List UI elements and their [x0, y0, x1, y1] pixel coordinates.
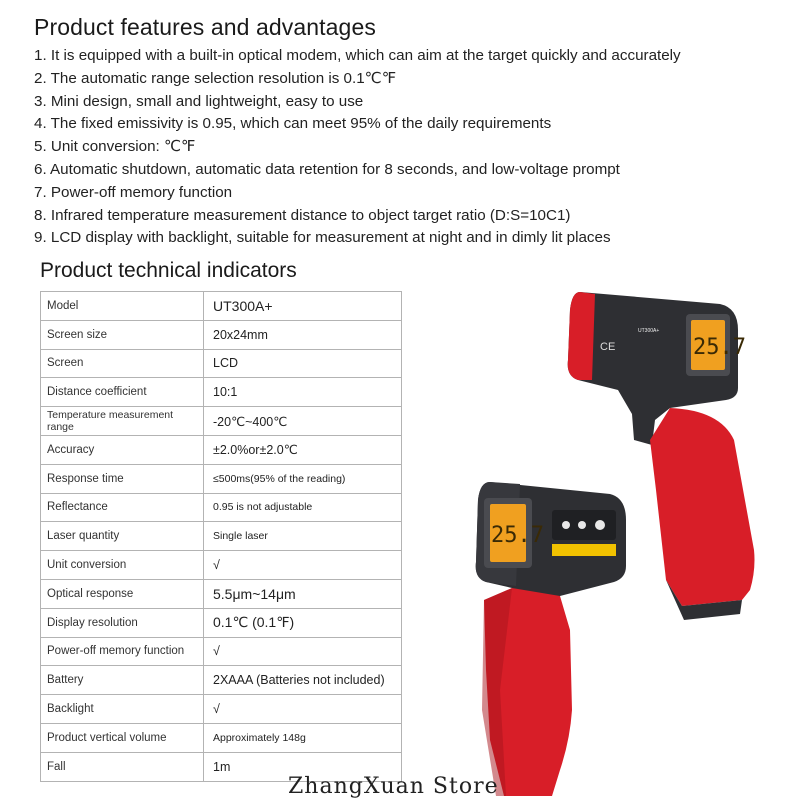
ce-mark: CE [600, 341, 616, 353]
spec-table [40, 291, 402, 782]
table-row [41, 695, 402, 724]
spec-value: √ [204, 637, 402, 666]
back-model-badge: UT300A+ [638, 328, 660, 334]
table-row [41, 522, 402, 551]
spec-label: Laser quantity [41, 522, 204, 551]
spec-label: Accuracy [41, 435, 204, 464]
table-row [41, 608, 402, 637]
spec-value: 1m [204, 752, 402, 781]
spec-label: Distance coefficient [41, 378, 204, 407]
spec-value: √ [204, 551, 402, 580]
features-list [34, 45, 794, 250]
spec-label: Temperature measurement range [41, 407, 204, 436]
feature-item: 7. Power-off memory function [34, 183, 233, 201]
spec-value: ±2.0%or±2.0℃ [204, 435, 402, 464]
spec-value: LCD [204, 349, 402, 378]
thermometer-front [476, 482, 626, 796]
spec-value: 20x24mm [204, 320, 402, 349]
table-row [41, 579, 402, 608]
features-title: Product features and advantages [34, 14, 376, 40]
feature-item: 8. Infrared temperature measurement distance to object target ratio (D:S=10C1) [34, 206, 571, 224]
table-row [41, 666, 402, 695]
table-row [41, 349, 402, 378]
spec-label: Product vertical volume [41, 723, 204, 752]
spec-label: Model [41, 292, 204, 321]
table-row [41, 723, 402, 752]
tech-title: Product technical indicators [40, 259, 297, 282]
front-lcd-reading: 25.7 [491, 523, 544, 548]
back-lcd-reading: 25.7 [693, 335, 746, 360]
table-row [41, 407, 402, 436]
feature-item: 4. The fixed emissivity is 0.95, which can meet 95% of the daily requirements [34, 115, 552, 133]
spec-value: -20℃~400℃ [204, 407, 402, 436]
spec-label: Display resolution [41, 608, 204, 637]
feature-item: 2. The automatic range selection resolution is 0.1℃℉ [34, 69, 397, 87]
spec-label: Response time [41, 464, 204, 493]
spec-label: Backlight [41, 695, 204, 724]
spec-label: Power-off memory function [41, 637, 204, 666]
spec-value: 0.1℃ (0.1℉) [204, 608, 402, 637]
spec-label: Screen size [41, 320, 204, 349]
spec-value: ≤500ms(95% of the reading) [204, 464, 402, 493]
feature-item: 9. LCD display with backlight, suitable for measurement at night and in dimly lit places [34, 229, 611, 247]
feature-item: 3. Mini design, small and lightweight, easy to use [34, 92, 364, 110]
spec-value: UT300A+ [204, 292, 402, 321]
feature-item: 1. It is equipped with a built-in optical modem, which can aim at the target quickly and accurately [34, 47, 681, 64]
spec-value: Single laser [204, 522, 402, 551]
spec-value: 10:1 [204, 378, 402, 407]
table-row [41, 464, 402, 493]
spec-label: Fall [41, 752, 204, 781]
spec-value: √ [204, 695, 402, 724]
spec-label: Screen [41, 349, 204, 378]
table-row [41, 378, 402, 407]
spec-value: Approximately 148g [204, 723, 402, 752]
spec-value: 5.5μm~14μm [204, 579, 402, 608]
table-row [41, 551, 402, 580]
store-watermark: ZhangXuan Store [288, 774, 499, 799]
table-row [41, 292, 402, 321]
table-row [41, 637, 402, 666]
spec-label: Unit conversion [41, 551, 204, 580]
spec-label: Battery [41, 666, 204, 695]
table-row [41, 493, 402, 522]
thermometer-product-image [420, 270, 800, 800]
spec-value: 0.95 is not adjustable [204, 493, 402, 522]
feature-item: 5. Unit conversion: ℃℉ [34, 138, 196, 156]
spec-label: Reflectance [41, 493, 204, 522]
spec-label: Optical response [41, 579, 204, 608]
feature-item: 6. Automatic shutdown, automatic data retention for 8 seconds, and low-voltage prompt [34, 160, 620, 178]
table-row [41, 435, 402, 464]
spec-value: 2XAAA (Batteries not included) [204, 666, 402, 695]
table-row [41, 320, 402, 349]
